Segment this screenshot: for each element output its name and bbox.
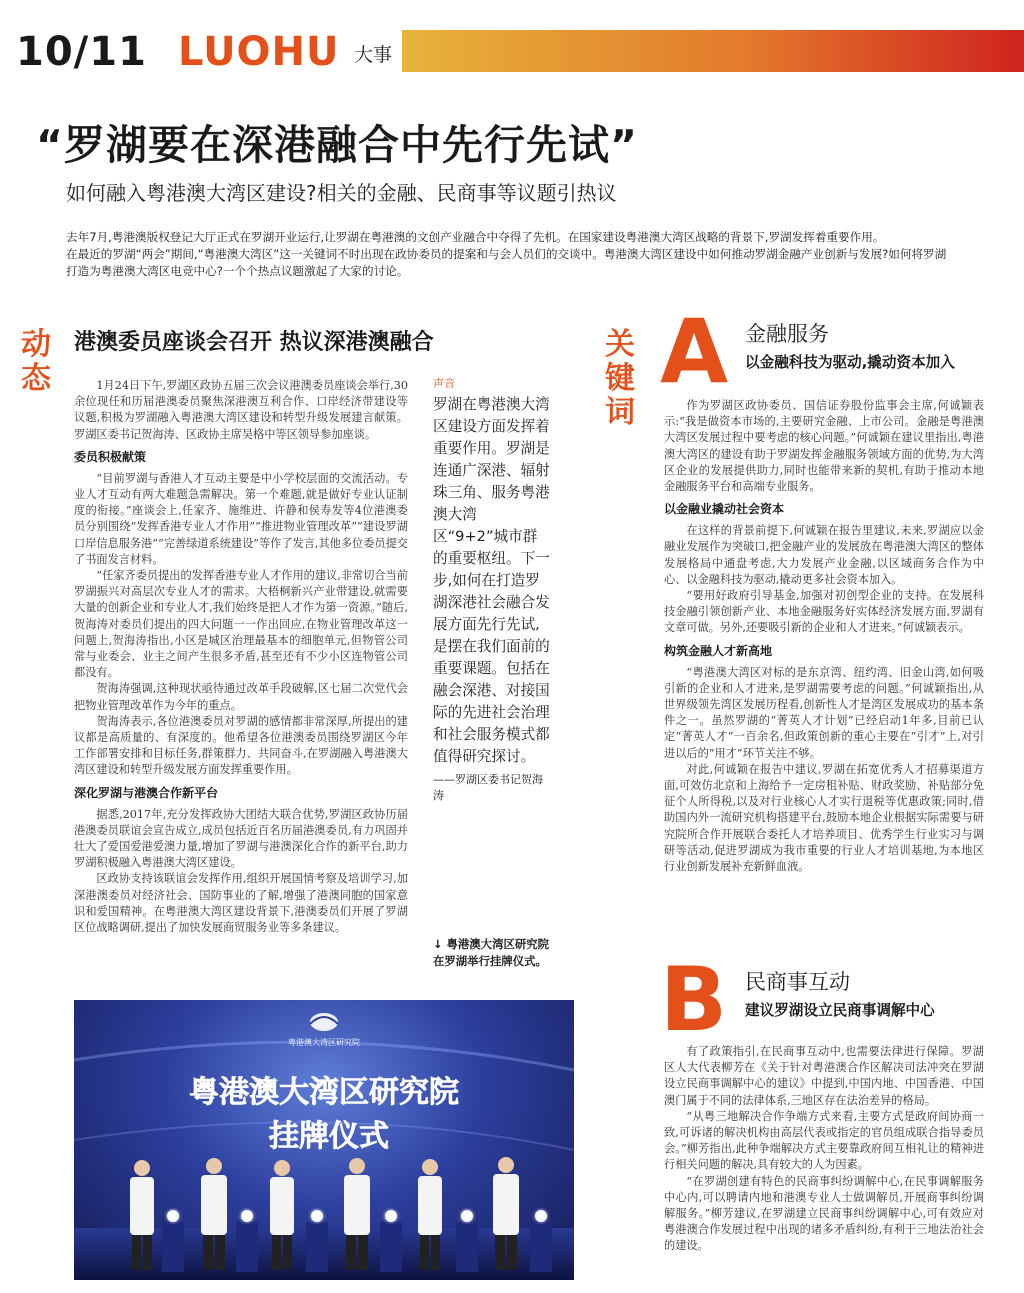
- section-a-title: 金融服务: [745, 322, 829, 346]
- headline: “罗湖要在深港融合中先行先试”: [36, 121, 638, 169]
- lead-paragraph: 去年7月,粤港澳版权登记大厅正式在罗湖开业运行,让罗湖在粤港澳的文创产业融合中夺得了先机。在国家建设粤港澳大湾区战略的背景下,罗湖发挥着重要作用。: [66, 230, 885, 244]
- article-paragraph: “粤港澳大湾区对标的是东京湾、纽约湾、旧金山湾,如何吸引新的企业和人才进来,是罗湖需要考虑的问题。”何诚颖指出,从世界级领先湾区发展历程看,创新性人才是湾区发展成功的基本条件之一。虽然罗湖的“菁英人才计划”已经启动1年多,目前已认定“菁英人才”一百余名,但政策创新的重心主要在“引才”上,对引进以后的“用才”环节关注不够。: [664, 665, 984, 760]
- ceremony-photo: [74, 1000, 574, 1280]
- left-article-body: [74, 378, 408, 936]
- quote-text: 罗湖在粤港澳大湾区建设方面发挥着重要作用。罗湖是连通广深港、辐射珠三角、服务粤港澳大湾区“9+2”城市群的重要枢纽。下一步,如何在打造罗湖深港社会融合发展方面先行先试,是摆在我们面前的重要课题。包括在融会深港、对接国际的先进社会治理和社会服务模式都值得研究探讨。: [433, 396, 550, 765]
- section-b-title: 民商事互动: [745, 970, 850, 994]
- article-paragraph: 对此,何诚颖在报告中建议,罗湖在拓宽优秀人才招募渠道方面,可效仿北京和上海给予一定房租补贴、财政奖励、补贴部分免征个人所得税,以及对行业核心人才实行退税等优惠政策;同时,借助国内外一流研究机构搭建平台,鼓励本地企业根据实际需要与研究院所合作开展联合委托人才培养项目、优秀学生行业实习与调研等活动,促进罗湖成为我市重要的行业人才培训基地,为本地区行业创新发展补充新鲜血液。: [664, 762, 984, 874]
- ceremony-photo-illustration: [74, 1000, 574, 1280]
- side-label-dongtai: [18, 328, 54, 396]
- article-paragraph: “从粤三地解决合作争端方式来看,主要方式是政府间协商一致,可诉诸的解决机构由高层代表或指定的官员组成联合指导委员会。”柳芳指出,此种争端解决方式主要靠政府间互相礼让的精神进行相关问题的解决,具有较大的人为因素。: [664, 1109, 984, 1172]
- quote-signature: ——罗湖区委书记贺海涛: [433, 773, 543, 802]
- subheadline: 如何融入粤港澳大湾区建设?相关的金融、民商事等议题引热议: [66, 181, 617, 205]
- side-label-char: 词: [605, 395, 635, 430]
- section-a-subtitle: 以金融科技为驱动,撬动资本加入: [745, 354, 955, 371]
- photo-caption: ↓ 粤港澳大湾区研究院在罗湖举行挂牌仪式。: [433, 937, 550, 968]
- article-paragraph: 1月24日下午,罗湖区政协五届三次会议港澳委员座谈会举行,30余位现任和历届港澳委员聚焦深港澳互利合作、口岸经济带建设等议题,积极为罗湖融入粤港澳大湾区建设和转型升级发展建言献策。罗湖区委书记贺海涛、区政协主席吴格中等区领导参加座谈。: [74, 379, 408, 441]
- article-paragraph: 有了政策指引,在民商事互动中,也需要法律进行保障。罗湖区人大代表柳芳在《关于针对粤港澳合作区解决司法冲突在罗湖设立民商事调解中心的建议》中提到,中国内地、中国香港、中国澳门属于不同的法律体系,三地区存在法治差异的格局。: [664, 1045, 984, 1107]
- section-b-body: [664, 1044, 984, 1255]
- lead-paragraph: 在最近的罗湖“两会”期间,“粤港澳大湾区”这一关键词不时出现在政协委员的提案和与会人员们的交谈中。粤港澳大湾区建设中如何推动罗湖金融产业创新与发展?如何将罗湖打造为粤港澳大湾区电竞中心?一个个热点议题激起了大家的讨论。: [66, 247, 947, 278]
- article-subheading: 深化罗湖与港澳合作新平台: [74, 785, 219, 800]
- header-color-bar: [402, 30, 1024, 72]
- side-label-char: 态: [21, 361, 51, 396]
- side-label-guanjianci: [602, 328, 638, 430]
- quote-label: 声音: [433, 377, 455, 390]
- section-letter-a: A: [660, 300, 729, 403]
- banner-title: 粤港澳大湾区研究院: [189, 1075, 459, 1110]
- section-tag: 大事: [354, 44, 393, 66]
- side-label-char: 键: [605, 361, 635, 396]
- article-paragraph: “任家齐委员提出的发挥香港专业人才作用的建议,非常切合当前罗湖振兴对高层次专业人才的需求。大梧桐新兴产业带建设,就需要大量的创新企业和专业人才,我们始终是把人才作为第一资源。”随后,贺海涛对委员们提出的四大问题一一作出回应,在物业管理改革这一问题上,贺海涛指出,小区是城区治理最基本的细胞单元,但物管公司常与业委会、业主之间产生很多矛盾,甚至还有不少小区连物管公司都没有。: [74, 569, 408, 680]
- page-numbers: 10/11: [16, 29, 147, 75]
- article-paragraph: 贺海涛表示,各位港澳委员对罗湖的感情都非常深厚,所提出的建议都是高质量的、有深度的。他希望各位港澳委员围绕罗湖区今年工作部署安排和目标任务,群策群力、共同奋斗,在罗湖融入粤港澳大湾区建设和转型升级发展方面发挥重要作用。: [74, 714, 408, 777]
- article-paragraph: 据悉,2017年,充分发挥政协大团结大联合优势,罗湖区政协历届港澳委员联谊会宣告成立,成员包括近百名历届港澳委员,有力巩固并壮大了爱国爱港爱澳力量,增加了罗湖与港澳深化合作的新平台,助力罗湖积极融入粤港澳大湾区建设。: [74, 807, 408, 870]
- section-a-body: [664, 398, 984, 875]
- section-letter-b: B: [660, 948, 728, 1051]
- article-paragraph: “在罗湖创建有特色的民商事纠纷调解中心,在民事调解服务中心内,可以聘请内地和港澳专业人士做调解员,开展商事纠纷调解服务。”柳芳建议,在罗湖建立民商事纠纷调解中心,可有效应对粤港澳合作发展过程中出现的诸多矛盾纠纷,有利于三地法治社会的建设。: [664, 1174, 984, 1253]
- article-subheading: 委员积极献策: [74, 449, 147, 464]
- article-paragraph: 在这样的背景前提下,何诚颖在报告里建议,未来,罗湖应以金融业发展作为突破口,把金融产业的发展放在粤港澳大湾区的整体发展格局中通盘考虑,大力发展产业金融,以区域商务合作为中心、以金融科技为驱动,撬动更多社会资本加入。: [664, 524, 984, 586]
- article-paragraph: “目前罗湖与香港人才互动主要是中小学校层面的交流活动。专业人才互动有两大难题急需解决。第一个难题,就是做好专业认证制度的衔接。”座谈会上,任家齐、施维进、许静和侯寿发等4位港澳委员分别围绕“发挥香港专业人才作用”“推进物业管理改革”“建设罗湖口岸信息服务港”“完善绿道系统建设”等作了发言,其他多位委员提交了书面发言材料。: [74, 471, 408, 566]
- article-subheading: 构筑金融人才新高地: [664, 643, 773, 658]
- side-label-char: 动: [21, 327, 51, 362]
- institute-logo: [310, 1013, 338, 1031]
- article-subheading: 以金融业撬动社会资本: [664, 502, 785, 517]
- article-paragraph: 作为罗湖区政协委员、国信证券股份监事会主席,何诚颖表示:“我是做资本市场的,主要研究金融、上市公司。金融是粤港澳大湾区发展过程中要考虑的核心问题。”何诚颖在建议里指出,粤港澳大湾区的建设有助于罗湖发挥金融服务领域方面的优势,为大湾区企业的发展提供助力,同时也能带来新的契机,有助于推动本地金融服务平台和高端专业服务。: [664, 399, 984, 494]
- article-paragraph: “要用好政府引导基金,加强对初创型企业的支持。在发展科技金融引领创新产业、本地金融服务好实体经济发展方面,罗湖有文章可做。另外,还要吸引新的企业和人才进来。”何诚颖表示。: [664, 589, 984, 635]
- lead-paragraphs: [66, 229, 956, 280]
- side-label-char: 关: [605, 327, 635, 362]
- banner-subtitle: 挂牌仪式: [269, 1119, 389, 1154]
- quote-box: [433, 376, 551, 804]
- section-name: LUOHU: [178, 29, 340, 75]
- logo-text: 粤港澳大湾区研究院: [288, 1038, 360, 1047]
- article-paragraph: 区政协支持该联谊会发挥作用,组织开展国情考察及培训学习,加深港澳委员对经济社会、国防事业的了解,增强了港澳同胞的国家意识和爱国精神。在粤港澳大湾区建设背景下,港澳委员们开展了罗湖区位战略调研,提出了加快发展商贸服务业等多条建议。: [74, 872, 408, 935]
- article-paragraph: 贺海涛强调,这种现状亟待通过改革手段破解,区七届二次党代会把物业管理改革作为今年的重点。: [74, 682, 408, 712]
- section-b-subtitle: 建议罗湖设立民商事调解中心: [745, 1002, 935, 1019]
- left-article-title: 港澳委员座谈会召开 热议深港澳融合: [74, 330, 434, 355]
